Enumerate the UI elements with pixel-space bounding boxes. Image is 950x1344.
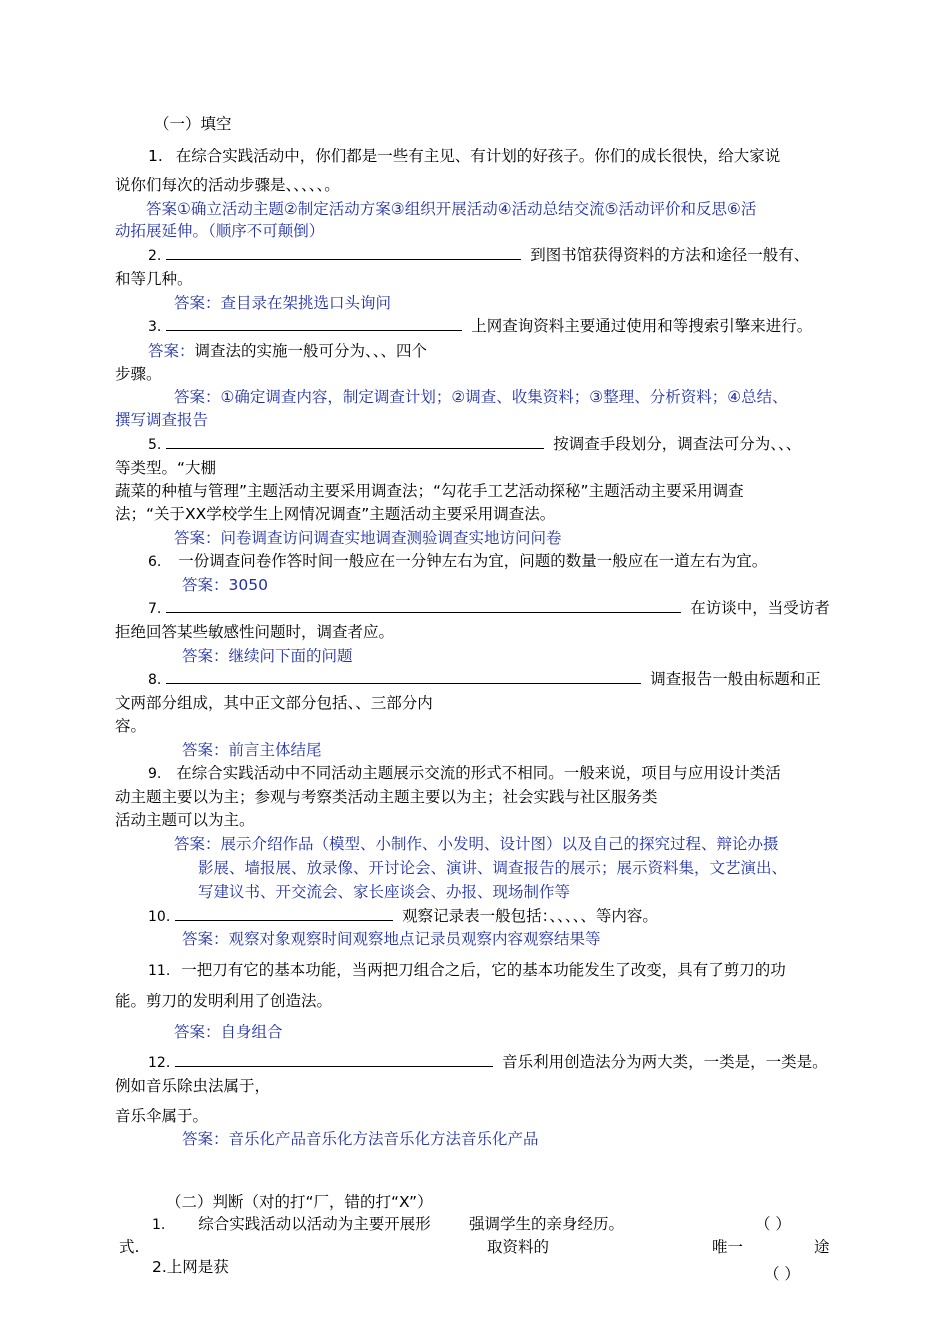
question-8 — [148, 669, 821, 690]
answer-blank — [166, 245, 521, 260]
question-number: 2. — [148, 248, 162, 264]
question-11-line-2: 能。剪刀的发明利用了创造法。 — [115, 992, 333, 1010]
answer-blank — [166, 434, 544, 449]
question-text: 一把刀有它的基本功能，当两把刀组合之后，它的基本功能发生了改变，具有了剪刀的功 — [181, 961, 786, 979]
answer-1-line-2: 动拓展延伸。（顺序不可颠倒） — [115, 222, 325, 240]
question-5-line-4: 法；“关于XX学校学生上网情况调查”主题活动主要采用调查法。 — [115, 505, 556, 523]
question-number: 5. — [148, 437, 162, 453]
section-title-fill-blank: （一）填空 — [154, 115, 232, 133]
question-4-line-2: 步骤。 — [115, 365, 162, 383]
question-8-line-2: 文两部分组成，其中正文部分包括、、三部分内 — [115, 694, 433, 712]
question-text: 调查报告一般由标题和正 — [650, 670, 821, 688]
question-4 — [148, 341, 427, 361]
question-number: 6. — [148, 554, 162, 570]
answer-6: 答案：3050 — [182, 576, 268, 594]
question-number: 10. — [148, 909, 171, 925]
judgement-1-wrap: 式. — [119, 1238, 140, 1256]
question-text: 在综合实践活动中，你们都是一些有主见、有计划的好孩子。你们的成长很快，给大家说 — [175, 147, 781, 165]
answer-11: 答案：自身组合 — [174, 1023, 283, 1041]
answer-10: 答案：观察对象观察时间观察地点记录员观察内容观察结果等 — [182, 930, 601, 948]
answer-4-line-2: 撰写调查报告 — [115, 411, 209, 429]
question-9-line-3: 活动主题可以为主。 — [115, 811, 255, 829]
question-number: 3. — [148, 319, 162, 335]
judgement-1-answer-paren[interactable]: （ ） — [755, 1215, 791, 1233]
question-text: 按调查手段划分，调查法可分为、、、 — [553, 435, 802, 453]
question-number: 7. — [148, 601, 162, 617]
judgement-2-fragment-1: 取资料的 — [487, 1238, 550, 1256]
answer-blank — [166, 669, 641, 684]
answer-9-line-2: 影展、墙报展、放录像、开讨论会、演讲、调查报告的展示；展示资料集，文艺演出、 — [198, 859, 788, 877]
question-9-line-2: 动主题主要以为主；参观与考察类活动主题主要以为主；社会实践与社区服务类 — [115, 788, 658, 806]
judgement-1 — [152, 1214, 431, 1235]
question-text: 上网查询资料主要通过使用和等搜索引擎来进行。 — [471, 317, 813, 335]
question-1 — [148, 146, 780, 166]
question-5 — [148, 434, 801, 455]
question-text: 一份调查问卷作答时间一般应在一分钟左右为宜，问题的数量一般应在一道左右为宜。 — [178, 552, 768, 570]
judgement-2-answer-paren[interactable]: （ ） — [764, 1265, 800, 1283]
question-text: 调查法的实施一般可分为、、、四个 — [194, 342, 428, 360]
question-5-line-3: 蔬菜的种植与管理”主题活动主要采用调查法；“勾花手工艺活动探秘”主题活动主要采用调查 — [115, 482, 744, 500]
answer-9-line-1: 答案：展示介绍作品（模型、小制作、小发明、设计图）以及自己的探究过程、辩论办摄 — [174, 835, 779, 853]
judgement-1-cont: 强调学生的亲身经历。 — [469, 1215, 625, 1233]
question-number: 1. — [148, 147, 163, 165]
answer-1-line-1: 答案①确立活动主题②制定活动方案③组织开展活动④活动总结交流⑤活动评价和反思⑥活 — [146, 200, 757, 218]
answer-7: 答案：继续问下面的问题 — [182, 647, 353, 665]
judgement-2-fragment-2: 唯一 — [712, 1238, 744, 1256]
question-text: 综合实践活动以活动为主要开展形 — [198, 1215, 431, 1233]
judgement-2-fragment-3: 途 — [814, 1238, 830, 1256]
question-text: 在综合实践活动中不同活动主题展示交流的形式不相同。一般来说，项目与应用设计类活 — [176, 764, 781, 782]
section-title-judgement: （二）判断（对的打“厂，错的打“X”） — [166, 1193, 433, 1211]
question-12-line-3: 音乐伞属于。 — [115, 1107, 209, 1125]
answer-12: 答案：音乐化产品音乐化方法音乐化方法音乐化产品 — [182, 1130, 539, 1148]
question-12 — [148, 1052, 828, 1073]
answer-blank — [175, 906, 393, 921]
question-text: 到图书馆获得资料的方法和途径一般有、 — [530, 246, 810, 264]
question-10 — [148, 906, 658, 927]
question-number: 11. — [148, 963, 171, 979]
question-3 — [148, 316, 812, 337]
question-number: 12. — [148, 1055, 171, 1071]
answer-blank — [175, 1052, 493, 1067]
question-text: 在访谈中，当受访者 — [690, 599, 830, 617]
question-6 — [148, 551, 767, 572]
answer-9-line-3: 写建议书、开交流会、家长座谈会、办报、现场制作等 — [198, 883, 571, 901]
question-5-line-2: 等类型。“大棚 — [115, 459, 217, 477]
question-9 — [148, 763, 781, 784]
question-8-line-3: 容。 — [115, 717, 147, 735]
judgement-2: 2.上网是获 — [152, 1258, 229, 1276]
question-number: 9. — [148, 766, 162, 782]
question-11 — [148, 960, 786, 981]
answer-blank — [166, 598, 681, 613]
question-12-line-2: 例如音乐除虫法属于， — [115, 1077, 271, 1095]
answer-label: 答案： — [148, 342, 195, 360]
question-1-line-2: 说你们每次的活动步骤是、、、、、。 — [115, 176, 340, 194]
answer-blank — [166, 316, 462, 331]
question-number: 8. — [148, 672, 162, 688]
question-7 — [148, 598, 830, 619]
question-text: 音乐利用创造法分为两大类，一类是，一类是。 — [502, 1053, 828, 1071]
answer-2: 答案：查目录在架挑选口头询问 — [174, 294, 392, 312]
question-text: 观察记录表一般包括：、、、、、等内容。 — [402, 907, 658, 925]
answer-5: 答案：问卷调查访问调查实地调查测验调查实地访问问卷 — [174, 529, 562, 547]
question-number: 1. — [152, 1217, 166, 1233]
question-7-line-2: 拒绝回答某些敏感性问题时，调查者应。 — [115, 623, 395, 641]
answer-8: 答案：前言主体结尾 — [182, 741, 322, 759]
question-2-line-2: 和等几种。 — [115, 270, 193, 288]
answer-4-line-1: 答案：①确定调查内容，制定调查计划；②调查、收集资料；③整理、分析资料；④总结、 — [174, 388, 788, 406]
question-2 — [148, 245, 809, 266]
